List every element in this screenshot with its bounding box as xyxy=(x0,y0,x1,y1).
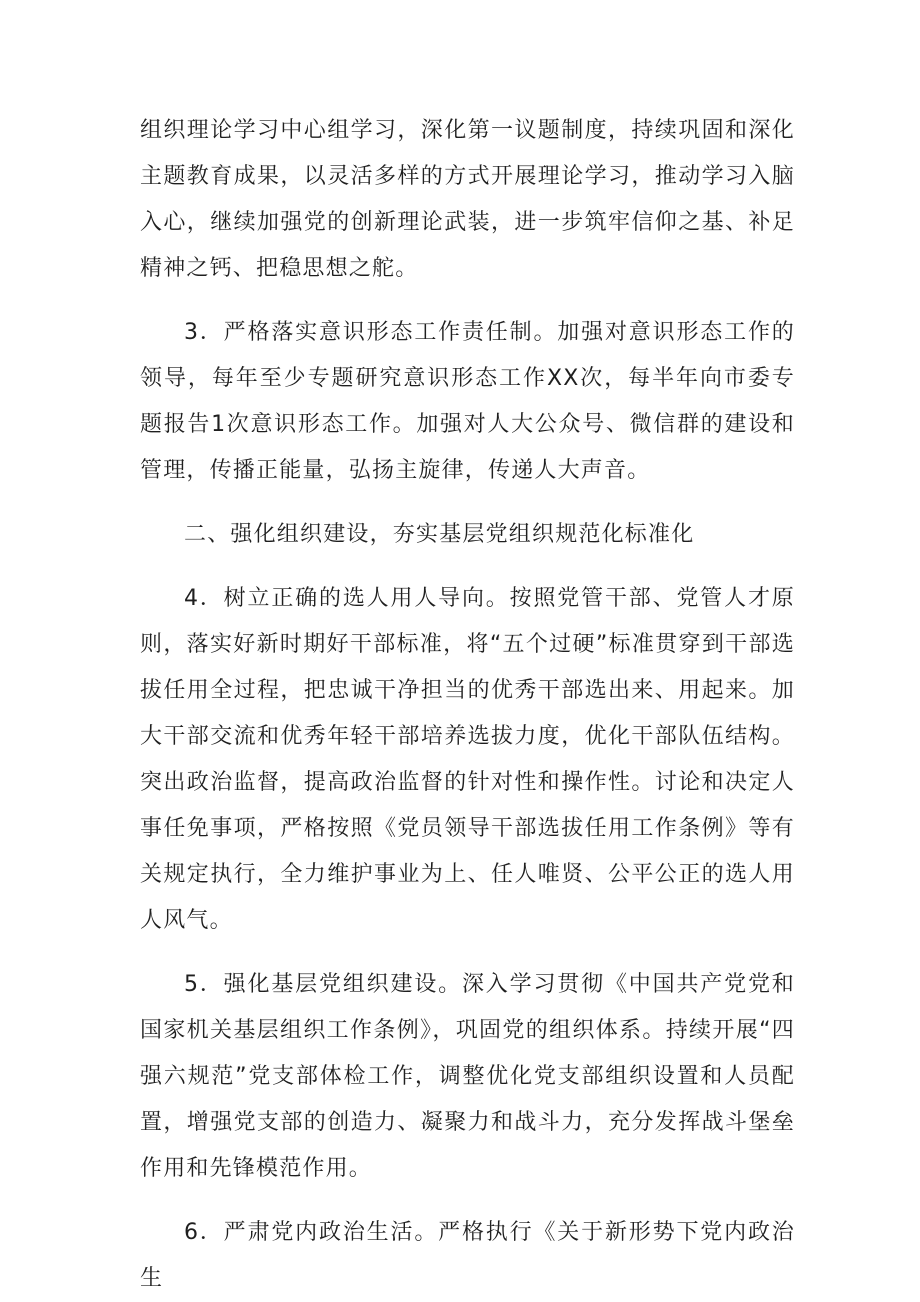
paragraph-item-4: 4．树立正确的选人用人导向。按照党管干部、党管人才原则，落实好新时期好干部标准，将“五个过硬”标准贯穿到干部选拔任用全过程，把忠诚干净担当的优秀干部选出来、用起来。加大干部交流和优秀年轻干部培养选拔力度，优化干部队伍结构。突出政治监督，提高政治监督的针对性和操作性。讨论和决定人事任免事项，严格按照《党员领导干部选拔任用工作条例》等有关规定执行，全力维护事业为上、任人唯贤、公平公正的选人用人风气。 xyxy=(140,586,795,933)
section-heading-2: 二、强化组织建设，夯实基层党组织规范化标准化 xyxy=(184,522,695,547)
paragraph-continuation: 组织理论学习中心组学习，深化第一议题制度，持续巩固和深化主题教育成果，以灵活多样的方式开展理论学习，推动学习入脑入心，继续加强党的创新理论武装，进一步筑牢信仰之基、补足精神之钙、把稳思想之舵。 xyxy=(140,118,795,281)
paragraph-item-3: 3．严格落实意识形态工作责任制。加强对意识形态工作的领导，每年至少专题研究意识形态工作XX次，每半年向市委专题报告1次意识形态工作。加强对人大公众号、微信群的建设和管理，传播正能量，弘扬主旋律，传递人大声音。 xyxy=(140,320,795,483)
paragraph-item-5: 5．强化基层党组织建设。深入学习贯彻《中国共产党党和国家机关基层组织工作条例》，巩固党的组织体系。持续开展“四强六规范”党支部体检工作，调整优化党支部组织设置和人员配置，增强党支部的创造力、凝聚力和战斗力，充分发挥战斗堡垒作用和先锋模范作用。 xyxy=(140,972,795,1181)
document-body xyxy=(140,108,795,1302)
paragraph-item-6: 6．严肃党内政治生活。严格执行《关于新形势下党内政治生 xyxy=(140,1220,795,1291)
